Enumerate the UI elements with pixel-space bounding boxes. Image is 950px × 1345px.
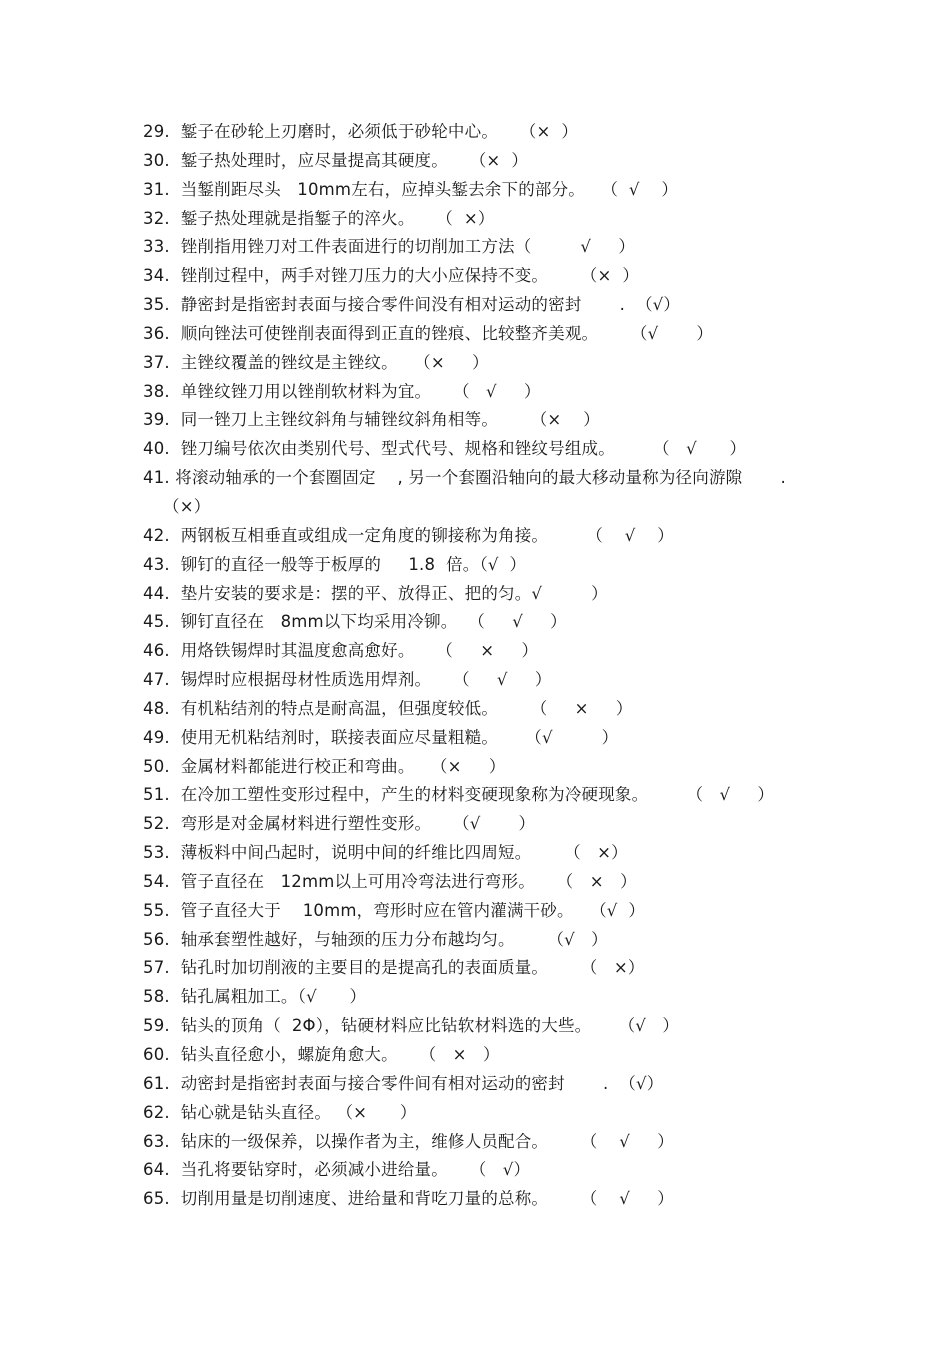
question-43: 43. 铆钉的直径一般等于板厚的 1.8 倍。（√ ） <box>143 554 527 574</box>
question-30: 30. 錾子热处理时，应尽量提高其硬度。 （× ） <box>143 150 529 170</box>
question-29: 29. 錾子在砂轮上刃磨时，必须低于砂轮中心。 （× ） <box>143 122 579 141</box>
question-35: 35. 静密封是指密封表面与接合零件间没有相对运动的密封 . （√） <box>143 295 681 315</box>
question-63: 63. 钻床的一级保养，以操作者为主，维修人员配合。 （ √ ） <box>143 1131 674 1151</box>
question-39: 39. 同一锉刀上主锉纹斜角与辅锉纹斜角相等。 （× ） <box>143 410 600 430</box>
question-61: 61. 动密封是指密封表面与接合零件间有相对运动的密封 . （√） <box>143 1073 664 1093</box>
question-51: 51. 在冷加工塑性变形过程中，产生的材料变硬现象称为冷硬现象。 （ √ ） <box>143 785 775 805</box>
question-31: 31. 当錾削距尽头 10mm左右，应掉头錾去余下的部分。 （ √ ） <box>143 179 679 199</box>
question-42: 42. 两钢板互相垂直或组成一定角度的铆接称为角接。 （ √ ） <box>143 525 674 545</box>
question-40: 40. 锉刀编号依次由类别代号、型式代号、规格和锉纹号组成。 （ √ ） <box>143 439 747 459</box>
question-56: 56. 轴承套塑性越好，与轴颈的压力分布越均匀。 （√ ） <box>143 929 608 949</box>
question-55: 55. 管子直径大于 10mm，弯形时应在管内灌满干砂。 （√ ） <box>143 900 646 920</box>
question-53: 53. 薄板料中间凸起时，说明中间的纤维比四周短。 （ ×） <box>143 843 628 863</box>
question-47: 47. 锡焊时应根据母材性质选用焊剂。 （ √ ） <box>143 670 552 690</box>
question-57: 57. 钻孔时加切削液的主要目的是提高孔的表面质量。 （ ×） <box>143 958 645 978</box>
question-45: 45. 铆钉直径在 8mm以下均采用冷铆。 （ √ ） <box>143 612 567 632</box>
question-33: 33. 锉削指用锉刀对工件表面进行的切削加工方法（ √ ） <box>143 237 636 257</box>
question-34: 34. 锉削过程中，两手对锉刀压力的大小应保持不变。 （× ） <box>143 266 640 286</box>
question-65: 65. 切削用量是切削速度、进给量和背吃刀量的总称。 （ √ ） <box>143 1189 674 1209</box>
question-50: 50. 金属材料都能进行校正和弯曲。 （× ） <box>143 756 506 776</box>
question-48: 48. 有机粘结剂的特点是耐高温，但强度较低。 （ × ） <box>143 698 633 718</box>
question-49: 49. 使用无机粘结剂时，联接表面应尽量粗糙。 （√ ） <box>143 727 619 747</box>
question-32: 32. 錾子热处理就是指錾子的淬火。 （ ×） <box>143 208 495 228</box>
question-52: 52. 弯形是对金属材料进行塑性变形。 （√ ） <box>143 814 536 834</box>
question-58: 58. 钻孔属粗加工。（√ ） <box>143 987 367 1007</box>
question-62: 62. 钻心就是钻头直径。 （× ） <box>143 1102 417 1122</box>
question-54: 54. 管子直径在 12mm以上可用冷弯法进行弯形。 （ × ） <box>143 871 637 891</box>
question-59: 59. 钻头的顶角（ 2Φ），钻硬材料应比钻软材料选的大些。 （√ ） <box>143 1016 680 1036</box>
question-38: 38. 单锉纹锉刀用以锉削软材料为宜。 （ √ ） <box>143 381 541 401</box>
question-60: 60. 钻头直径愈小，螺旋角愈大。 （ × ） <box>143 1045 500 1064</box>
true-false-question-list <box>143 118 823 1214</box>
question-41: 41. 将滚动轴承的一个套圈固定 , 另一个套圈沿轴向的最大移动量称为径向游隙 . <box>143 468 786 488</box>
question-46: 46. 用烙铁锡焊时其温度愈高愈好。 （ × ） <box>143 641 539 661</box>
question-37: 37. 主锉纹覆盖的锉纹是主锉纹。 （× ） <box>143 352 489 372</box>
question-64: 64. 当孔将要钻穿时，必须减小进给量。 （ √） <box>143 1160 531 1180</box>
question-44: 44. 垫片安装的要求是：摆的平、放得正、把的匀。√ ） <box>143 583 608 603</box>
question-36: 36. 顺向锉法可使锉削表面得到正直的锉痕、比较整齐美观。 （√ ） <box>143 323 714 343</box>
question-41-answer: （×） <box>163 496 211 516</box>
